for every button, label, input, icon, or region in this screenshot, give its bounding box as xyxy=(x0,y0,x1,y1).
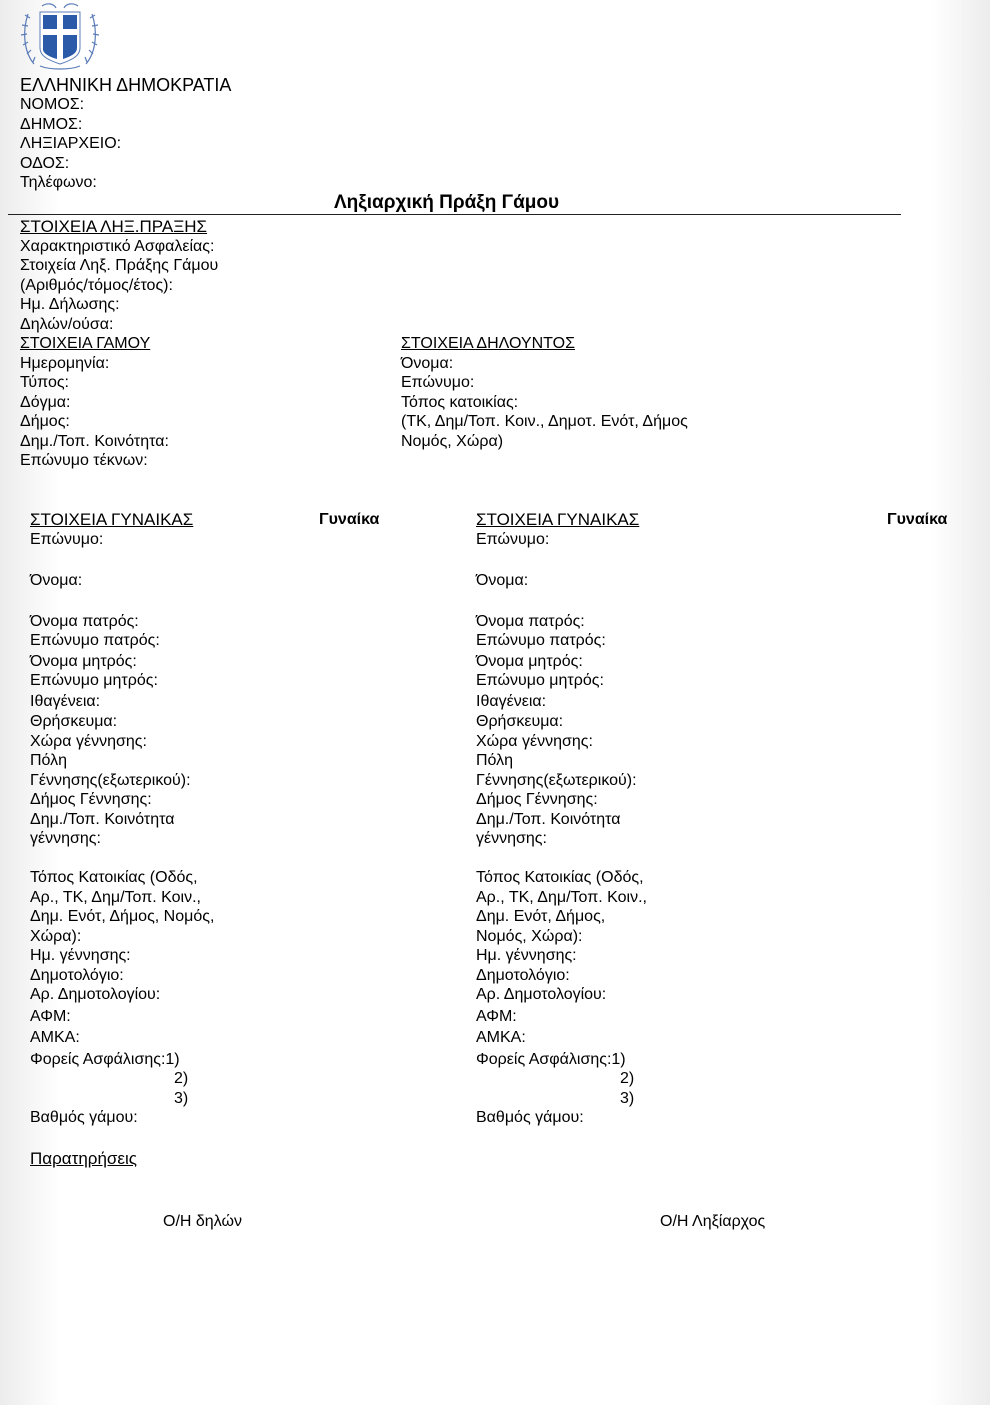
spouse-field: Δημοτολόγιο: xyxy=(476,966,570,984)
greek-coat-of-arms-icon xyxy=(20,0,100,72)
spouse-field: Επώνυμο πατρός: xyxy=(476,632,606,649)
spouse-field: Όνομα μητρός: xyxy=(30,652,137,670)
spouse-field: Πόλη xyxy=(30,752,68,769)
header-field: ΔΗΜΟΣ: xyxy=(20,115,83,133)
act-field: (Αριθμός/τόμος/έτος): xyxy=(20,276,173,294)
spouse-field: Δημ./Τοπ. Κοινότητα xyxy=(30,810,175,828)
spouse-field: Πόλη xyxy=(476,752,514,769)
header-field: ΝΟΜΟΣ: xyxy=(20,96,85,113)
header-field: ΟΔΟΣ: xyxy=(20,154,70,172)
spouse-field: Βαθμός γάμου: xyxy=(476,1109,584,1126)
marriage-field: Ημερομηνία: xyxy=(20,354,110,372)
marriage-section-heading: ΣΤΟΙΧΕΙΑ ΓΑΜΟΥ xyxy=(20,335,151,352)
spouse-field: ΑΜΚΑ: xyxy=(476,1029,526,1046)
spouse-left-section xyxy=(30,510,214,1128)
insurance-item: 3) xyxy=(620,1089,635,1107)
spouse-left-role: Γυναίκα xyxy=(319,511,380,528)
header-field: ΛΗΞΙΑΡΧΕΙΟ: xyxy=(20,135,122,152)
spouse-field: Δημοτολόγιο: xyxy=(30,966,124,984)
spouse-field: Τόπος Κατοικίας (Οδός, xyxy=(476,869,644,886)
spouse-field: Νομός, Χώρα): xyxy=(476,927,583,945)
spouse-field: Όνομα μητρός: xyxy=(476,652,583,670)
spouse-field: Όνομα πατρός: xyxy=(30,612,139,630)
spouse-field: Τόπος Κατοικίας (Οδός, xyxy=(30,869,198,886)
insurance-item: 1) xyxy=(165,1050,180,1068)
act-field: Δηλών/ούσα: xyxy=(20,315,114,333)
marriage-field: Δημ./Τοπ. Κοινότητα: xyxy=(20,432,169,450)
marriage-section xyxy=(20,334,169,471)
spouse-field: Όνομα πατρός: xyxy=(476,612,585,630)
spouse-field: Δήμος Γέννησης: xyxy=(476,791,598,808)
spouse-field: ΑΦΜ: xyxy=(30,1007,71,1025)
insurance-label: Φορείς Ασφάλισης: xyxy=(30,1050,166,1068)
spouse-field: Επώνυμο: xyxy=(476,530,550,548)
spouse-field: Δημ. Ενότ, Δήμος, Νομός, xyxy=(30,908,215,925)
insurance-item: 3) xyxy=(174,1089,189,1107)
spouse-field: Όνομα: xyxy=(476,571,529,589)
act-field: Ημ. Δήλωσης: xyxy=(20,296,120,313)
registrar-signature-label: Ο/Η Ληξίαρχος xyxy=(660,1213,766,1230)
insurance-label: Φορείς Ασφάλισης: xyxy=(476,1050,612,1068)
act-section xyxy=(20,217,218,334)
marriage-field: Δήμος: xyxy=(20,413,70,430)
marriage-field: Επώνυμο τέκνων: xyxy=(20,452,148,469)
remarks-heading: Παρατηρήσεις xyxy=(30,1149,137,1168)
act-field: Στοιχεία Ληξ. Πράξης Γάμου xyxy=(20,257,219,274)
spouse-field: γέννησης: xyxy=(476,830,547,847)
spouse-field: Αρ. Δημοτολογίου: xyxy=(476,986,607,1003)
act-section-heading: ΣΤΟΙΧΕΙΑ ΛΗΞ.ΠΡΑΞΗΣ xyxy=(20,217,208,236)
spouse-field: Χώρα): xyxy=(30,927,82,945)
declarant-field: Επώνυμο: xyxy=(401,374,475,391)
declarant-field: Όνομα: xyxy=(401,354,454,372)
spouse-field: Γέννησης(εξωτερικού): xyxy=(476,771,637,789)
declarant-field: Νομός, Χώρα) xyxy=(401,432,504,450)
marriage-field: Τύπος: xyxy=(20,374,69,391)
spouse-left-heading: ΣΤΟΙΧΕΙΑ ΓΥΝΑΙΚΑΣ xyxy=(30,510,194,529)
spouse-field: γέννησης: xyxy=(30,830,101,847)
document-title: Ληξιαρχική Πράξη Γάμου xyxy=(334,192,560,213)
spouse-field: Χώρα γέννησης: xyxy=(476,732,593,750)
title-divider xyxy=(8,214,901,215)
spouse-field: Αρ., ΤΚ, Δημ/Τοπ. Κοιν., xyxy=(476,888,647,906)
spouse-field: Επώνυμο: xyxy=(30,530,104,548)
spouse-right-role: Γυναίκα xyxy=(887,511,948,528)
header-field: Τηλέφωνο: xyxy=(20,174,97,191)
spouse-field: ΑΦΜ: xyxy=(476,1007,517,1025)
spouse-field: Ιθαγένεια: xyxy=(30,692,101,710)
spouse-field: Ημ. γέννησης: xyxy=(30,947,131,964)
spouse-field: Όνομα: xyxy=(30,571,83,589)
declarant-field: (ΤΚ, Δημ/Τοπ. Κοιν., Δημοτ. Ενότ, Δήμος xyxy=(401,413,688,430)
spouse-field: Ημ. γέννησης: xyxy=(476,947,577,964)
spouse-field: Επώνυμο μητρός: xyxy=(476,672,604,689)
declarant-section xyxy=(401,334,688,451)
declarant-field: Τόπος κατοικίας: xyxy=(401,393,519,411)
spouse-field: Βαθμός γάμου: xyxy=(30,1109,138,1126)
insurance-item: 2) xyxy=(174,1070,189,1087)
spouse-field: Θρήσκευμα: xyxy=(30,713,118,730)
spouse-right-section xyxy=(476,510,647,1128)
declarant-section-heading: ΣΤΟΙΧΕΙΑ ΔΗΛΟΥΝΤΟΣ xyxy=(401,335,575,352)
spouse-field: Γέννησης(εξωτερικού): xyxy=(30,771,191,789)
spouse-field: Επώνυμο μητρός: xyxy=(30,672,158,689)
spouse-field: Χώρα γέννησης: xyxy=(30,732,147,750)
insurance-item: 2) xyxy=(620,1070,635,1087)
header-block xyxy=(20,75,231,193)
marriage-field: Δόγμα: xyxy=(20,393,71,411)
country-name: ΕΛΛΗΝΙΚΗ ΔΗΜΟΚΡΑΤΙΑ xyxy=(20,75,232,95)
act-field: Χαρακτηριστικό Ασφαλείας: xyxy=(20,237,215,255)
spouse-field: Ιθαγένεια: xyxy=(476,692,547,710)
spouse-field: Θρήσκευμα: xyxy=(476,713,564,730)
spouse-field: Δήμος Γέννησης: xyxy=(30,791,152,808)
spouse-field: Δημ./Τοπ. Κοινότητα xyxy=(476,810,621,828)
spouse-field: Επώνυμο πατρός: xyxy=(30,632,160,649)
declarant-signature-label: Ο/Η δηλών xyxy=(163,1213,242,1230)
insurance-item: 1) xyxy=(611,1050,626,1068)
spouse-field: Αρ. Δημοτολογίου: xyxy=(30,986,161,1003)
spouse-field: Δημ. Ενότ, Δήμος, xyxy=(476,908,606,925)
spouse-right-heading: ΣΤΟΙΧΕΙΑ ΓΥΝΑΙΚΑΣ xyxy=(476,510,640,529)
spouse-field: ΑΜΚΑ: xyxy=(30,1029,80,1046)
spouse-field: Αρ., ΤΚ, Δημ/Τοπ. Κοιν., xyxy=(30,888,201,906)
